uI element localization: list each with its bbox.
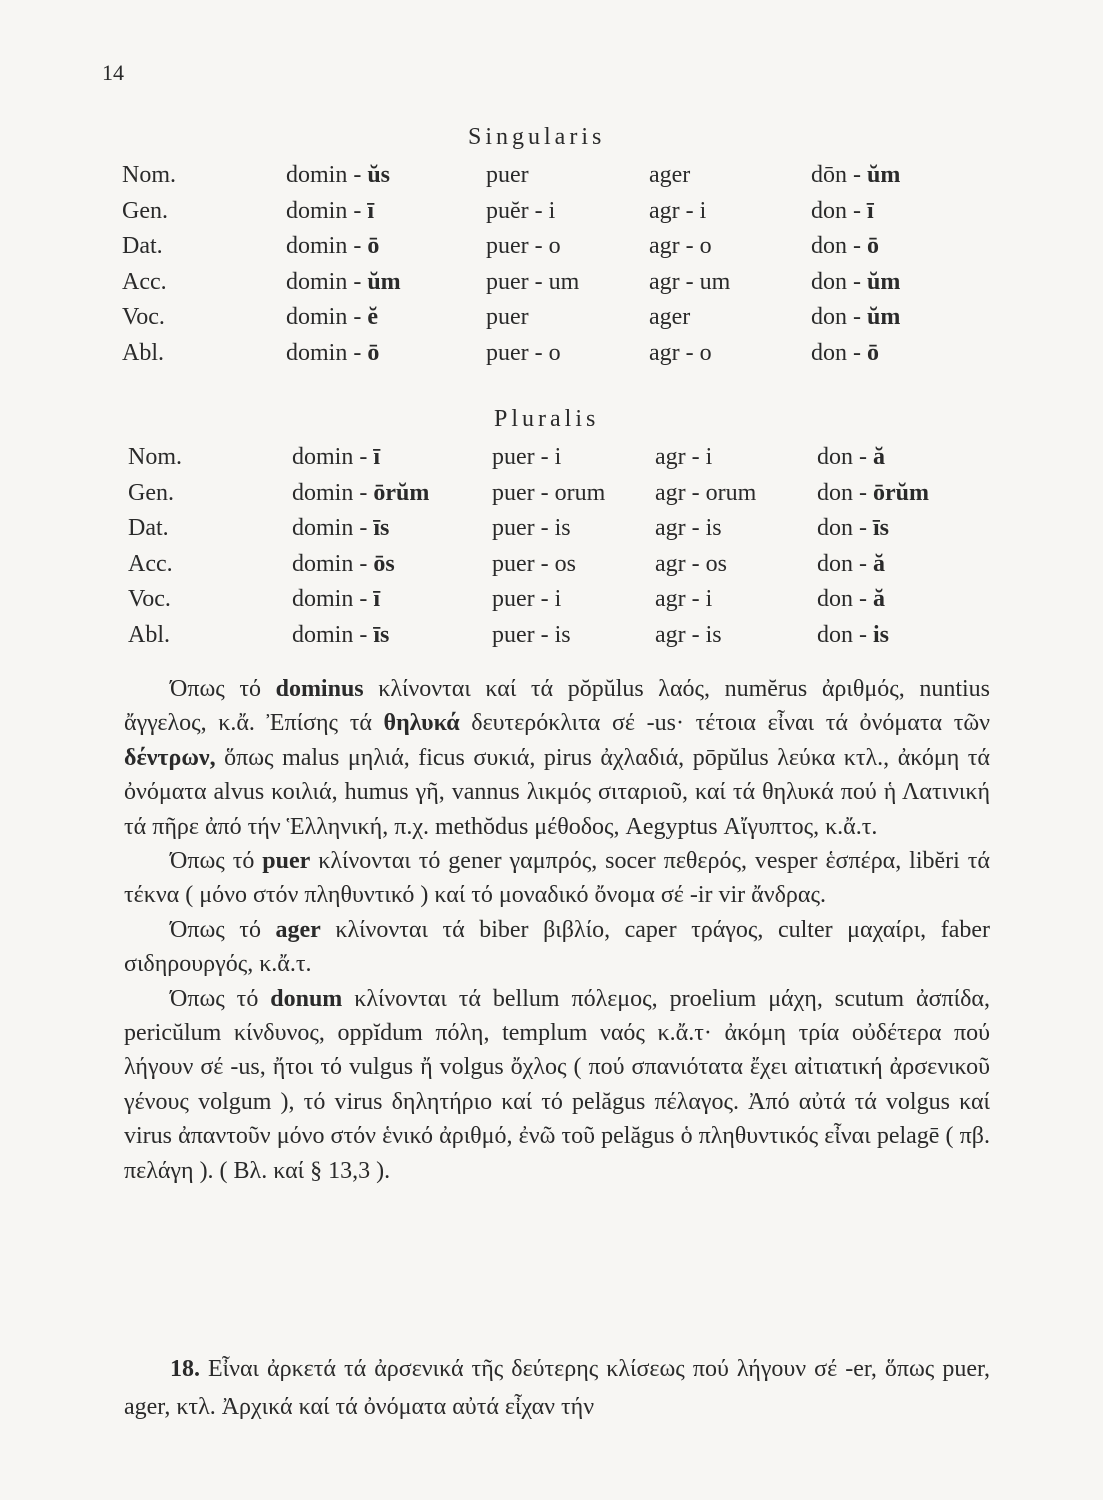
domin-stem: domin - bbox=[286, 233, 368, 260]
don-stem: don - bbox=[811, 339, 867, 366]
declension-cell bbox=[128, 511, 292, 547]
puer-form: puer bbox=[486, 162, 529, 189]
don-stem: don - bbox=[817, 621, 873, 648]
don-stem: dōn - bbox=[811, 162, 867, 189]
p1-bold-feminine: θηλυκά bbox=[383, 710, 460, 737]
domin-stem: domin - bbox=[292, 444, 374, 471]
don-ending: ă bbox=[873, 586, 885, 613]
declension-cell bbox=[128, 440, 292, 476]
singular-declension-table bbox=[122, 158, 900, 371]
don-ending: ŭm bbox=[867, 268, 901, 295]
declension-row bbox=[128, 476, 929, 512]
domin-ending: ō bbox=[367, 339, 380, 366]
p1-text-a: Όπως τό bbox=[170, 676, 276, 702]
declension-cell bbox=[817, 582, 929, 618]
domin-stem: domin - bbox=[286, 304, 368, 331]
p1-text-e: δευτερόκλιτα σέ -us· τέτοια εἶναι τά ὀνόματα τῶν bbox=[459, 710, 990, 737]
ager-form: agr - orum bbox=[655, 479, 757, 506]
domin-ending: ī bbox=[367, 197, 374, 224]
declension-cell bbox=[811, 229, 900, 265]
ager-form: agr - um bbox=[649, 268, 731, 295]
declension-cell bbox=[811, 158, 900, 194]
puer-form: puer - o bbox=[486, 339, 561, 366]
puer-form: puer - os bbox=[492, 550, 576, 577]
declension-cell bbox=[817, 547, 929, 583]
declension-cell bbox=[286, 158, 486, 194]
declension-cell bbox=[122, 158, 286, 194]
declension-cell bbox=[492, 582, 655, 618]
ager-form: agr - os bbox=[655, 550, 727, 577]
section-number: 18. bbox=[170, 1356, 200, 1382]
declension-cell bbox=[486, 336, 649, 372]
declension-cell bbox=[486, 300, 649, 336]
declension-cell bbox=[811, 194, 900, 230]
singular-heading: Singularis bbox=[468, 124, 606, 150]
plural-declension-table bbox=[128, 440, 929, 653]
don-stem: don - bbox=[817, 479, 873, 506]
p2-keyword: puer bbox=[262, 848, 311, 875]
ager-form: agr - i bbox=[649, 197, 707, 224]
declension-cell bbox=[655, 440, 817, 476]
page-number: 14 bbox=[102, 60, 124, 85]
declension-cell bbox=[811, 265, 900, 301]
domin-ending: īs bbox=[373, 515, 390, 542]
ager-form: ager bbox=[649, 162, 691, 189]
declension-cell bbox=[122, 194, 286, 230]
don-stem: don - bbox=[811, 233, 867, 260]
declension-cell bbox=[292, 547, 492, 583]
don-stem: don - bbox=[811, 197, 867, 224]
case-label: Acc. bbox=[122, 268, 167, 295]
domin-stem: domin - bbox=[286, 197, 368, 224]
domin-stem: domin - bbox=[292, 621, 374, 648]
declension-cell bbox=[486, 229, 649, 265]
don-ending: ō bbox=[867, 339, 879, 366]
don-ending: is bbox=[873, 621, 890, 648]
p1-text-g: ὅπως malus μηλιά, ficus συκιά, pirus ἀχλαδιά, pōpŭlus λεύκα κτλ., ἀκόμη τά ὀνόματα alvus κοιλιά, humus γῆ, vannus λικμός σιταριοῦ, καί τά θηλυκά πού ἡ Λατινική τά πῆρε ἀπό τήν Ἑλληνική, π.χ. methŏdus μέθοδος, Aegyptus Αἴγυπτος, κ.ἄ.τ. bbox=[124, 744, 990, 840]
p3-text-a: Όπως τό bbox=[170, 916, 276, 943]
declension-cell bbox=[649, 158, 811, 194]
puer-form: puer - is bbox=[492, 621, 571, 648]
domin-stem: domin - bbox=[292, 515, 374, 542]
declension-cell bbox=[655, 476, 817, 512]
ager-form: agr - o bbox=[649, 233, 712, 260]
don-ending: ōrŭm bbox=[873, 479, 929, 506]
declension-row bbox=[128, 440, 929, 476]
paragraph-donum bbox=[124, 982, 990, 1188]
declension-row bbox=[128, 547, 929, 583]
declension-cell bbox=[128, 476, 292, 512]
puer-form: puer - o bbox=[486, 233, 561, 260]
declension-row bbox=[128, 582, 929, 618]
domin-ending: ĕ bbox=[367, 304, 378, 331]
declension-cell bbox=[649, 229, 811, 265]
declension-cell bbox=[811, 336, 900, 372]
declension-row bbox=[122, 265, 900, 301]
declension-cell bbox=[292, 511, 492, 547]
don-ending: ŭm bbox=[867, 162, 901, 189]
case-label: Nom. bbox=[128, 444, 182, 471]
p2-text-c: κλίνονται τό gener γαμπρός, socer πεθερός, vesper ἑσπέρα, libĕri τά τέκνα ( μόνο στόν πληθυντικό ) καί τό μοναδικό ὄνομα σέ -ir vir ἄνδρας. bbox=[124, 848, 990, 909]
ager-form: agr - o bbox=[649, 339, 712, 366]
p3-keyword: ager bbox=[275, 916, 321, 943]
declension-row bbox=[122, 158, 900, 194]
declension-cell bbox=[492, 440, 655, 476]
case-label: Voc. bbox=[128, 586, 171, 613]
declension-cell bbox=[122, 336, 286, 372]
puer-form: puer bbox=[486, 304, 529, 331]
ager-form: agr - i bbox=[655, 586, 713, 613]
don-ending: ă bbox=[873, 550, 885, 577]
declension-cell bbox=[128, 547, 292, 583]
p4-text-a: Όπως τό bbox=[170, 985, 271, 1012]
declension-cell bbox=[292, 476, 492, 512]
declension-row bbox=[122, 336, 900, 372]
don-ending: ī bbox=[867, 197, 874, 224]
domin-ending: ōs bbox=[373, 550, 395, 577]
case-label: Dat. bbox=[128, 515, 169, 542]
declension-cell bbox=[492, 618, 655, 654]
domin-ending: īs bbox=[373, 621, 390, 648]
declension-cell bbox=[286, 336, 486, 372]
declension-cell bbox=[649, 265, 811, 301]
declension-cell bbox=[286, 194, 486, 230]
declension-cell bbox=[292, 440, 492, 476]
section-18 bbox=[124, 1350, 990, 1426]
ager-form: ager bbox=[649, 304, 691, 331]
declension-row bbox=[122, 300, 900, 336]
don-stem: don - bbox=[817, 586, 873, 613]
puer-form: puer - um bbox=[486, 268, 580, 295]
case-label: Abl. bbox=[128, 621, 170, 648]
domin-ending: ōrŭm bbox=[373, 479, 430, 506]
don-stem: don - bbox=[817, 550, 873, 577]
don-ending: īs bbox=[873, 515, 890, 542]
paragraph-ager bbox=[124, 913, 990, 982]
declension-cell bbox=[286, 300, 486, 336]
declension-cell bbox=[649, 336, 811, 372]
declension-cell bbox=[655, 582, 817, 618]
don-ending: ō bbox=[867, 233, 879, 260]
declension-cell bbox=[128, 618, 292, 654]
declension-cell bbox=[655, 511, 817, 547]
p1-bold-trees: δέντρων, bbox=[124, 744, 216, 771]
case-label: Gen. bbox=[128, 479, 174, 506]
declension-cell bbox=[486, 265, 649, 301]
declension-cell bbox=[817, 511, 929, 547]
declension-cell bbox=[817, 476, 929, 512]
declension-row bbox=[128, 511, 929, 547]
declension-cell bbox=[292, 618, 492, 654]
declension-cell bbox=[486, 158, 649, 194]
domin-ending: ŭm bbox=[367, 268, 401, 295]
declension-cell bbox=[486, 194, 649, 230]
declension-cell bbox=[655, 618, 817, 654]
puer-form: puer - i bbox=[492, 444, 562, 471]
paragraph-dominus bbox=[124, 672, 990, 844]
declension-cell bbox=[128, 582, 292, 618]
case-label: Gen. bbox=[122, 197, 168, 224]
body-text bbox=[124, 672, 990, 1188]
ager-form: agr - i bbox=[655, 444, 713, 471]
domin-stem: domin - bbox=[292, 586, 374, 613]
puer-form: puer - is bbox=[492, 515, 571, 542]
domin-ending: ŭs bbox=[367, 162, 391, 189]
ager-form: agr - is bbox=[655, 621, 722, 648]
ager-form: agr - is bbox=[655, 515, 722, 542]
declension-cell bbox=[292, 582, 492, 618]
declension-cell bbox=[492, 511, 655, 547]
declension-cell bbox=[817, 618, 929, 654]
domin-ending: ō bbox=[367, 233, 380, 260]
domin-stem: domin - bbox=[286, 339, 368, 366]
puer-form: puĕr - i bbox=[486, 197, 556, 224]
case-label: Abl. bbox=[122, 339, 164, 366]
case-label: Dat. bbox=[122, 233, 163, 260]
declension-cell bbox=[649, 300, 811, 336]
don-ending: ŭm bbox=[867, 304, 901, 331]
don-stem: don - bbox=[817, 444, 873, 471]
p1-keyword: dominus bbox=[275, 676, 364, 702]
declension-cell bbox=[122, 229, 286, 265]
p5-text: Εἶναι ἀρκετά τά ἀρσενικά τῆς δεύτερης κλίσεως πού λήγουν σέ -er, ὅπως puer, ager, κτλ. Ἀρχικά καί τά ὀνόματα αὐτά εἶχαν τήν bbox=[124, 1356, 990, 1420]
p4-keyword: donum bbox=[270, 985, 343, 1012]
domin-ending: ī bbox=[373, 586, 380, 613]
case-label: Nom. bbox=[122, 162, 176, 189]
declension-cell bbox=[811, 300, 900, 336]
domin-stem: domin - bbox=[286, 162, 368, 189]
declension-cell bbox=[492, 476, 655, 512]
declension-row bbox=[122, 194, 900, 230]
don-stem: don - bbox=[817, 515, 873, 542]
declension-row bbox=[122, 229, 900, 265]
declension-cell bbox=[817, 440, 929, 476]
puer-form: puer - i bbox=[492, 586, 562, 613]
don-ending: ă bbox=[873, 444, 885, 471]
p4-text-c: κλίνονται τά bellum πόλεμος, proelium μάχη, scutum ἀσπίδα, pericŭlum κίνδυνος, oppĭdum πόλη, templum ναός κ.ἄ.τ· ἀκόμη τρία οὐδέτερα πού λήγουν σέ -us, ἤτοι τό vulgus ἤ volgus ὄχλος ( πού σπανιότατα ἔχει αἰτιατική ἀρσενικοῦ γένους volgum ), τό virus δηλητήριο καί τό pelăgus πέλαγος. Ἀπό αὐτά τά volgus καί virus ἀπαντοῦν μόνο στόν ἑνικό ἀριθμό, ἐνῶ τοῦ pelăgus ὁ πληθυντικός εἶναι pelagē ( πβ. πελάγη ). ( Βλ. καί § 13,3 ). bbox=[124, 985, 990, 1184]
declension-cell bbox=[286, 265, 486, 301]
domin-stem: domin - bbox=[286, 268, 368, 295]
plural-heading: Pluralis bbox=[494, 406, 600, 432]
paragraph-puer bbox=[124, 844, 990, 913]
paragraph-18 bbox=[124, 1350, 990, 1426]
puer-form: puer - orum bbox=[492, 479, 606, 506]
declension-cell bbox=[286, 229, 486, 265]
declension-cell bbox=[655, 547, 817, 583]
case-label: Acc. bbox=[128, 550, 173, 577]
domin-ending: ī bbox=[373, 444, 380, 471]
p2-text-a: Όπως τό bbox=[170, 848, 263, 875]
declension-cell bbox=[122, 265, 286, 301]
declension-row bbox=[128, 618, 929, 654]
case-label: Voc. bbox=[122, 304, 165, 331]
domin-stem: domin - bbox=[292, 479, 374, 506]
declension-cell bbox=[649, 194, 811, 230]
p1-text-c: κλίνονται καί τά pŏpŭlus λαός, numĕrus ἀριθμός, nuntius ἄγγελος, κ.ἄ. Ἐπίσης τά bbox=[124, 676, 991, 737]
don-stem: don - bbox=[811, 304, 867, 331]
domin-stem: domin - bbox=[292, 550, 374, 577]
declension-cell bbox=[122, 300, 286, 336]
don-stem: don - bbox=[811, 268, 867, 295]
p3-text-c: κλίνονται τά biber βιβλίο, caper τράγος, culter μαχαίρι, faber σιδηρουργός, κ.ἄ.τ. bbox=[124, 916, 990, 978]
declension-cell bbox=[492, 547, 655, 583]
